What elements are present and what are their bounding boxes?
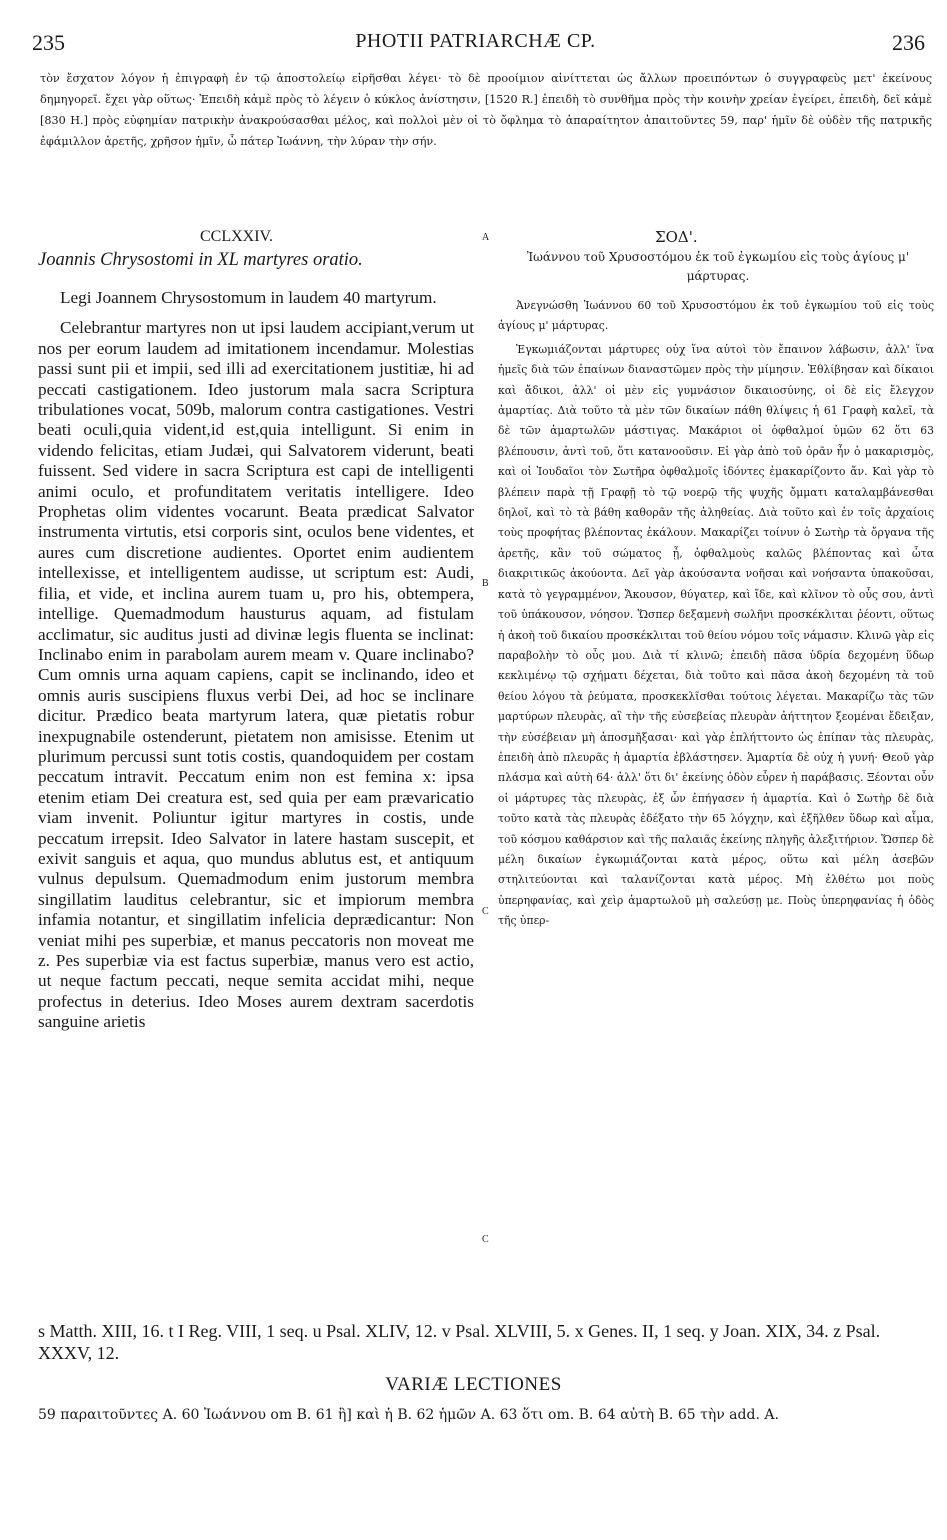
variae-lectiones-text: 59 παραιτοῦντες A. 60 Ἰωάννου om B. 61 ἢ] καὶ ἡ B. 62 ἡμῶν A. 63 ὅτι om. B. 64 αὐτὴ B. 65 τὴν add. A. xyxy=(38,1407,779,1423)
running-title: PHOTII PATRIARCHÆ CP. xyxy=(355,30,596,52)
variae-lectiones-heading: VARIÆ LECTIONES xyxy=(385,1374,562,1395)
latin-column xyxy=(38,288,474,1043)
greek-column xyxy=(498,296,934,935)
scripture-references: s Matth. XIII, 16. t I Reg. VIII, 1 seq. u Psal. XLIV, 12. v Psal. XLVIII, 5. x Genes. II, 1 seq. y Joan. XIX, 34. z Psal. XXXV, 12. xyxy=(38,1321,881,1363)
margin-letter-a: A xyxy=(482,232,490,243)
latin-paragraph: Celebrantur martyres non ut ipsi laudem accipiant,verum ut nos per eorum laudem ad imitationem incendamur. Molestias passi sunt pii et impii, sed illi ad exercitationem justitiæ, hi ad peccati castigationem. Ideo justorum mala sacra Scriptura tribulationes vocat, 509b, malorum contra castigationes. Vestri beati oculi,quia vident,id est,quia intelligunt. Si enim in videndo felicitas, etiam Judæi, qui Salvatorem viderunt, beati fuissent. Sed videre in sacra Scriptura est capi de intelligenti animi oculo, et profunditatem veritatis intelligere. Ideo Prophetas olim videntes vocarunt. Beata prædicat Salvator instrumenta virtutis, etsi corporis sint, oculos bene videntes, et aures cum discretione audientes. Oportet enim audientem intellexisse, et intelligentem audisse, ut scriptum est: Audi, filia, et vide, et inclina aurem tuam u, pro his, obtempera, intellige. Quemadmodum hausturus aquam, ad fistulam acclimatur, sic auditus justi ad divinæ legis fluenta se inclinat: Inclinabo enim in parabolam aurem meam v. Quare inclinabo? Cum omnis urna aquam capiens, capit se inclinando, ideo et omnis auris suscipiens fluxus verbi Dei, ad hoc se inclinare dicitur. Prædico beata martyrum latera, quæ pietatis robur inexpugnabile ostenderunt, pietatem non amisisse. Etenim ut plurimum percussi sunt totis costis, quandoquidem per costam peccatum intravit. Peccatum enim non est femina x: ipsa etenim etiam Dei creatura est, sed quia per eam prævaricatio viam invenit. Poliuntur igitur martyres in costis, unde peccatum irrepsit. Ideo Salvator in latere hastam suscepit, et exivit sanguis et aqua, quo mundus ablutus est, et antiquum vulnus depulsum. Quemadmodum enim justorum membra singillatim lauditus celebrantur, sic et impiorum membra infamia notantur, et singillatim infelicia deprædicantur: Non veniat mihi pes superbiæ, et manus peccatoris non moveat me z. Pes superbiæ via est factus superbiæ, manus vero est actio, ut neque factum peccati, neque semita accidat mihi, neque profectus in deterius. Ideo Moses aurem dextram sacerdotis sanguine arietis xyxy=(38,318,474,1032)
codex-number-latin: CCLXXIV. xyxy=(200,228,274,245)
page-number-left: 235 xyxy=(32,30,65,55)
codex-number-greek: ΣΟΔ'. xyxy=(655,228,698,246)
margin-letter-b: B xyxy=(482,578,489,589)
margin-letter-c: C xyxy=(482,906,489,917)
greek-paragraph: Ἀνεγνώσθη Ἰωάννου 60 τοῦ Χρυσοστόμου ἐκ τοῦ ἐγκωμίου τοῦ εἰς τοὺς ἁγίους μ' μάρτυρας. xyxy=(498,299,934,333)
intro-greek-paragraph: τὸν ἔσχατον λόγον ἡ ἐπιγραφὴ ἐν τῷ ἀποστολείῳ εἰρῆσθαι λέγει· τὸ δὲ προοίμιον αἰνίττεται ὡς ἄλλων προειπόντων ὁ συγγραφεὺς μετ' ἐκείνους δημηγορεῖ. ἔχει γὰρ οὕτως· Ἐπειδὴ κἀμὲ πρὸς τὸ λέγειν ὁ κύκλος ἀνίστησιν, [1520 R.] ἐπειδὴ τὸ συνθῆμα πρὸς τὴν κοινὴν χρείαν ἐγείρει, ἐπειδὴ, δεῖ κἀμὲ [830 H.] πρὸς εὐφημίαν πατρικὴν ἀνακρούσασθαι μέλος, καὶ πολλοὶ μὲν οἱ τὸ ὄφλημα τὸ ἀπαραίτητον ἀπαιτοῦντες 59, παρ' ἡμῖν δὲ οὐδὲν τῆς πατρικῆς ἐφάμιλλον ἀρετῆς, χρῆσον ἡμῖν, ὦ πάτερ Ἰωάννη, τὴν λύραν τὴν σήν. xyxy=(40,72,932,148)
latin-paragraph: Legi Joannem Chrysostomum in laudem 40 martyrum. xyxy=(60,288,437,307)
greek-title: Ἰωάννου τοῦ Χρυσοστόμου ἐκ τοῦ ἐγκωμίου εἰς τοὺς ἁγίους μ' μάρτυρας. xyxy=(526,250,910,283)
greek-paragraph: Ἐγκωμιάζονται μάρτυρες οὐχ ἵνα αὐτοὶ τὸν ἔπαινον λάβωσιν, ἀλλ' ἵνα ἡμεῖς διὰ τῶν ἐπαίνων διαναστῶμεν πρὸς τὴν μίμησιν. Ἐθλίβησαν καὶ δίκαιοι καὶ ἄδικοι, ἀλλ' οἱ μὲν εἰς γυμνάσιον δικαιοσύνης, οἱ δὲ εἰς ἔλεγχον ἁμαρτίας. Διὰ τοῦτο τὰ μὲν τῶν δικαίων πάθη θλίψεις ἡ 61 Γραφὴ καλεῖ, τὰ δὲ τῶν ἁμαρτωλῶν μάστιγας. Μακάριοι οἱ ὀφθαλμοί ὑμῶν 62 ὅτι 63 βλέπουσιν, ἀντὶ τοῦ, ὅτι κατανοοῦσιν. Εἰ γὰρ ἀπὸ τοῦ ὁρᾶν ἦν ὁ μακαρισμὸς, καὶ οἱ Ἰουδαῖοι τὸν Σωτῆρα ὀφθαλμοῖς ἰδόντες ἐμακαρίζοντο ἄν. Καὶ γὰρ τὸ βλέπειν παρὰ τῇ Γραφῇ τὸ τῷ νοερῷ τῆς ψυχῆς ὄμματι καταλαμβάνεσθαι δηλοῖ, καὶ τὸ τὰ βάθη καθορᾶν τῆς ἀληθείας. Διὰ τοῦτο καὶ ἐν τοῖς ἀρχαίοις τοὺς προφήτας βλέποντας ἐκάλουν. Μακαρίζει τοίνυν ὁ Σωτὴρ τὰ ὄργανα τῆς ἀρετῆς, κἂν τοῦ σώματος ᾖ, ὀφθαλμοὺς καλῶς βλέποντας καὶ ὦτα διακριτικῶς ἀκούοντα. Δεῖ γὰρ ἀκούσαντα νοῆσαι καὶ νοήσαντα ὑπακοῦσαι, κατὰ τὸ γεγραμμένον, Ἄκουσον, θύγατερ, καὶ ἴδε, καὶ κλῖνον τὸ οὖς σου, ἀντὶ τοῦ ὑπάκουσον, νόησον. Ὥσπερ δεξαμενὴ σωλῆνι προσκέκλιται ῥέοντι, οὕτως ἡ ἀκοὴ τοῦ δικαίου προσκέκλιται τοῦ θείου νόμου τοῖς νάμασιν. Κλινῶ γὰρ εἰς παραβολὴν τὸ οὖς μου. Διὰ τί κλινῶ; ἐπειδὴ πᾶσα ὑδρία δεχομένη ὕδωρ κεκλιμένῳ τῷ σχήματι δέχεται, διὰ τοῦτο καὶ πᾶσα ἀκοὴ δεχομένη τὰ τοῦ θείου λόγου τὰ ῥεύματα, προσκεκλῖσθαι τούτοις λέγεται. Μακαρίζω τὰς τῶν μαρτύρων πλευρὰς, αἳ τὴν τῆς εὐσεβείας πλευρὰν ἀήττητον ξεομέναι ἔδειξαν, τὴν εὐσέβειαν μὴ ἀποσμῆξασαι· καὶ γὰρ ἐπλήττοντο ὡς ἐπίπαν τὰς πλευρὰς, ἐπειδὴ ἀπὸ πλευρᾶς ἡ ἁμαρτία ἐβλάστησεν. Ἁμαρτία δὲ οὐχ ἡ γυνή· Θεοῦ γὰρ πλάσμα καὶ αὐτὴ 64· ἀλλ' ὅτι δι' ἐκείνης ὁδὸν εὗρεν ἡ παράβασις. Ξέονται οὖν οἱ μάρτυρες τὰς πλευρὰς, ἐξ ὧν ἐπήγασεν ἡ ἁμαρτία. Καὶ ὁ Σωτὴρ δὲ διὰ τοῦτο κατὰ τὰς πλευρὰς ἐδέξατο τὴν 65 λόγχην, καὶ ἐξῆλθεν ὕδωρ καὶ αἷμα, τοῦ κόσμου καθάρσιον καὶ τῆς παλαιᾶς ἐκείνης πληγῆς ἀλεξιτήριον. Ὥσπερ δὲ μέλη δικαίων ἐγκωμιάζονται κατὰ μέρος, οὕτω καὶ μέλη ἀσεβῶν στηλιτεύονται καὶ ταλανίζονται κατὰ μέρος. Μὴ ἐλθέτω μοι ποὺς ὑπερηφανίας, καὶ χεὶρ ἁμαρτωλοῦ μὴ σαλεύσῃ με. Ποὺς ὑπερηφανίας ἡ ὁδὸς τῆς ὑπερ- xyxy=(498,342,934,928)
page-header xyxy=(22,30,929,64)
latin-title: Joannis Chrysostomi in XL martyres oratio. xyxy=(38,250,363,270)
margin-letter-c-lower: C xyxy=(482,1234,489,1245)
page-number-right: 236 xyxy=(892,30,925,55)
